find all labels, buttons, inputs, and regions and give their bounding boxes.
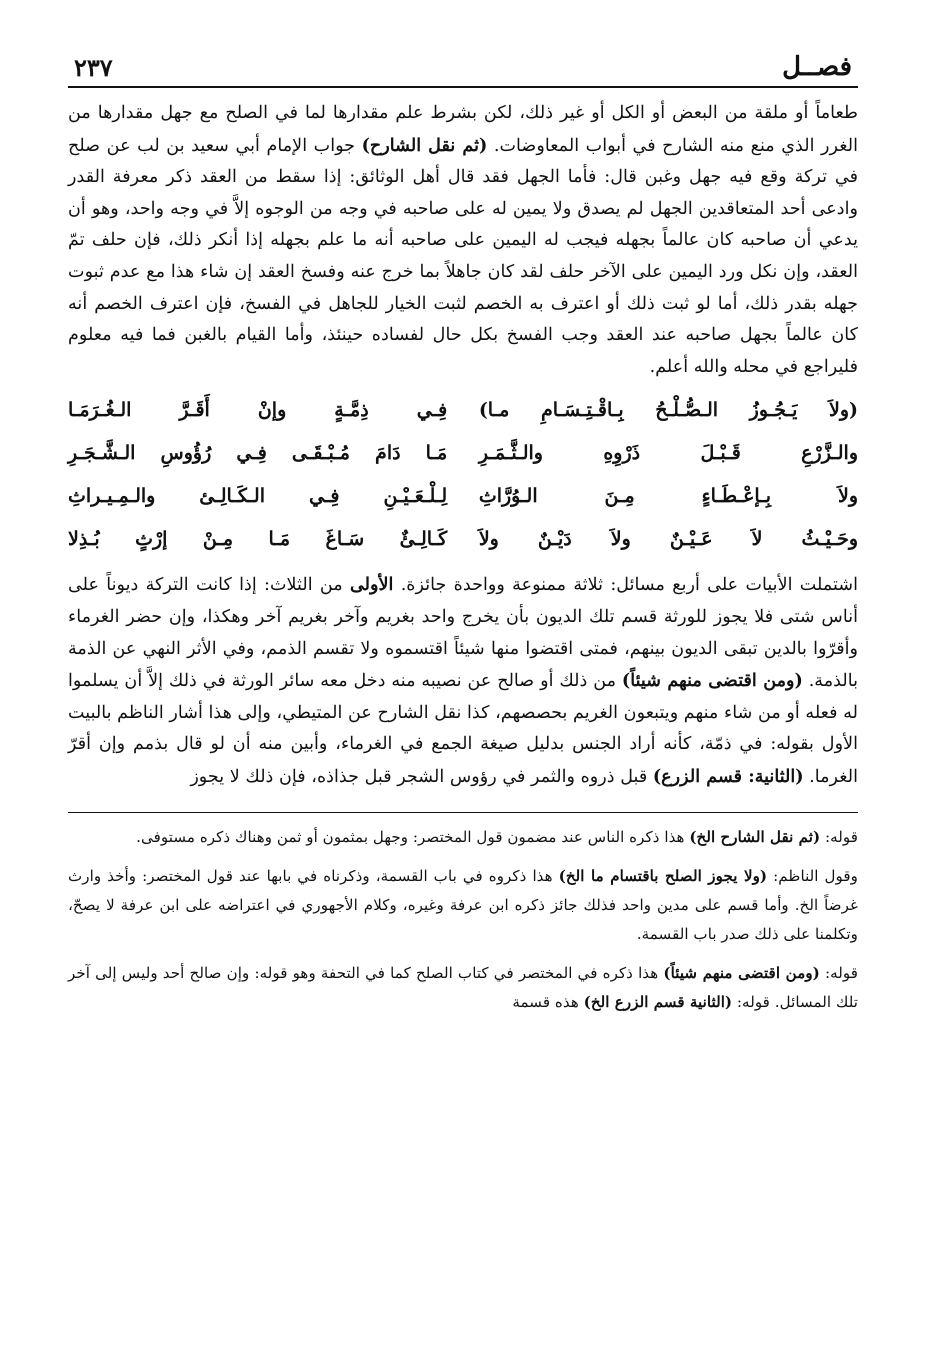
main-text bbox=[68, 98, 858, 794]
verse-row bbox=[68, 432, 858, 475]
verse-row bbox=[68, 389, 858, 432]
quoted-phrase: الأولى bbox=[349, 574, 394, 596]
footnote-2 bbox=[68, 862, 858, 949]
text-run: طعاماً أو ملقة من البعض أو الكل أو غير ذلك، لكن بشرط علم مقدارها لما في الصلح مع جهل مقدارها من الغرر الذي منع منه الشارح في أبواب المعاوضات. bbox=[68, 103, 858, 156]
text-run: من ذلك أو صالح عن نصيبه منه دخل معه سائر الورثة في ذلك إلاَّ أن يسلموا له فعله أو من شاء منهم ويتبعون الغريم بحصصهم، كذا نقل الشارح عن المتيطي، وإلى هذا أشار الناظم بالبيت الأول بقوله: في ذمّة، كأنه أراد الجنس بدليل صيغة الجمع في الغرماء، وأبين منه أن لو قال بذمم وإن أقرّ الغرما. bbox=[68, 671, 858, 787]
page-number: ٢٣٧ bbox=[74, 53, 113, 82]
text-run: هذا ذكره في المختصر في كتاب الصلح كما في التحفة وهو قوله: وإن صالح أحد وليس إلى آخر تلك المسائل. قوله: bbox=[68, 963, 858, 1011]
verse-first-hemistich: وحَـيْـثُ لاَ عَـيْـنٌ ولاَ دَيْـنٌ ولاَ bbox=[478, 528, 858, 551]
page-header bbox=[68, 44, 858, 88]
text-run: وقول الناظم: bbox=[767, 866, 858, 885]
poem-verses bbox=[68, 389, 858, 561]
quoted-phrase: (الثانية: قسم الزرع) bbox=[652, 765, 804, 787]
text-run: قوله: bbox=[819, 963, 858, 982]
verse-row bbox=[68, 518, 858, 561]
text-run: جواب الإمام أبي سعيد بن لب عن صلح في تركة وقع فيه جهل وغبن قال: فأما الجهل فقد قال أهل الوثائق: إذا سقط من العقد ذكر معرفة القدر وادعى أحد المتعاقدين الجهل لم يصدق ولا يمين له على صاحبه في وجه من الوجوه إلاَّ في وجه واحد، وهو أن يدعي أن صاحبه كان عالماً بجهله فيجب له اليمين على صاحبه أنه ما علم بجهله إذا أنكر ذلك، فإن حلف تمّ العقد، وإن نكل ورد اليمين على الآخر حلف لقد كان جاهلاً بما خرج عنه وفسخ العقد إن شاء هذا مع عدم ثبوت جهله بقدر ذلك، أما لو ثبت ذلك أو اعترف به الخصم لثبت الخيار للجاهل في الفسخ، فإن اعترف الخصم أنه كان عالماً بجهل صاحبه عند العقد وجب الفسخ بكل حال لفساده حينئذ، وأما القيام بالغبن فما فيه معلوم فليراجع في محله والله أعلم. bbox=[68, 135, 858, 377]
quoted-phrase: (ومن اقتضى منهم شيئاً) bbox=[663, 963, 820, 982]
verse-first-hemistich: والـزَّرْعِ قَـبْـلَ ذَرْوِهِ والـثَّـمَـرِ bbox=[478, 442, 858, 465]
footnote-3 bbox=[68, 959, 858, 1017]
quoted-phrase: (الثانية قسم الزرع الخ) bbox=[583, 992, 733, 1011]
footnote-divider bbox=[68, 812, 858, 813]
footnote-1 bbox=[68, 823, 858, 852]
verse-first-hemistich: (ولاَ يَـجُـوزُ الـصُّـلْـحُ بِـاقْـتِـسَـامِ مـا) bbox=[478, 399, 858, 422]
quoted-phrase: (ثم نقل الشارح الخ) bbox=[689, 827, 821, 846]
verse-first-hemistich: ولاَ بِـإعْـطَـاءٍ مِـنَ الـوُرَّاثِ bbox=[478, 485, 858, 508]
text-run: هذا ذكره الناس عند مضمون قول المختصر: وجهل بمثمون أو ثمن وهناك ذكره مستوفى. bbox=[136, 827, 690, 846]
paragraph-2 bbox=[68, 569, 858, 793]
text-run: هذا ذكروه في باب القسمة، وذكرناه في بابها عند قول المختصر: وأخذ وارث غرضاً الخ. وأما قسم على مدين واحد فذلك جائز ذكره ابن عرفة وغيره، وكلام الأجهوري في اعتراضه على ابن عرفة لا يصحّ، وتكلمنا على ذلك صدر باب القسمة. bbox=[68, 866, 858, 943]
quoted-phrase: (ولا يجوز الصلح باقتسام ما الخ) bbox=[558, 866, 768, 885]
paragraph-1 bbox=[68, 98, 858, 383]
text-run: قبل ذروه والثمر في رؤوس الشجر قبل جذاذه، فإن ذلك لا يجوز bbox=[190, 766, 653, 787]
verse-second-hemistich: لِـلْـعَـيْـنِ فِـي الـكَـالِـئ والـمِـيـراثِ bbox=[68, 485, 448, 508]
verse-second-hemistich: كَـالِـئٌ سَـاغَ مَـا مِـنْ إرْثٍ بُـذِلا bbox=[68, 528, 448, 551]
footnotes bbox=[68, 823, 858, 1017]
text-run: هذه قسمة bbox=[512, 992, 584, 1011]
verse-second-hemistich: مَـا دَامَ مُـبْـقَـى فِـي رُؤُوسِ الـشَّـجَـرِ bbox=[68, 442, 448, 465]
text-run: من الثلاث: إذا كانت التركة ديوناً على أناس شتى فلا يجوز للورثة قسم تلك الديون بأن يخرج واحد بغريم وآخر بغريم آخر وهكذا، وإن حضر الغرماء وأقرّوا بالدين تبقى الديون بينهم، فمتى اقتضوا منها شيئاً اقتسموه ولا تقسم الذمم، وفي الأثر النهي عن الذمة بالذمة. bbox=[68, 575, 859, 692]
quoted-phrase: (ومن اقتضى منهم شيئاً) bbox=[621, 670, 803, 692]
chapter-title: فصــل bbox=[782, 52, 852, 82]
text-run: اشتملت الأبيات على أربع مسائل: ثلاثة ممنوعة وواحدة جائزة. bbox=[393, 575, 858, 596]
text-run: قوله: bbox=[820, 827, 858, 846]
verse-second-hemistich: فِـي ذِمَّـةٍ وإنْ أَقَـرَّ الـغُـرَمَـا bbox=[68, 399, 448, 422]
quoted-phrase: (ثم نقل الشارح) bbox=[361, 134, 488, 156]
verse-row bbox=[68, 475, 858, 518]
